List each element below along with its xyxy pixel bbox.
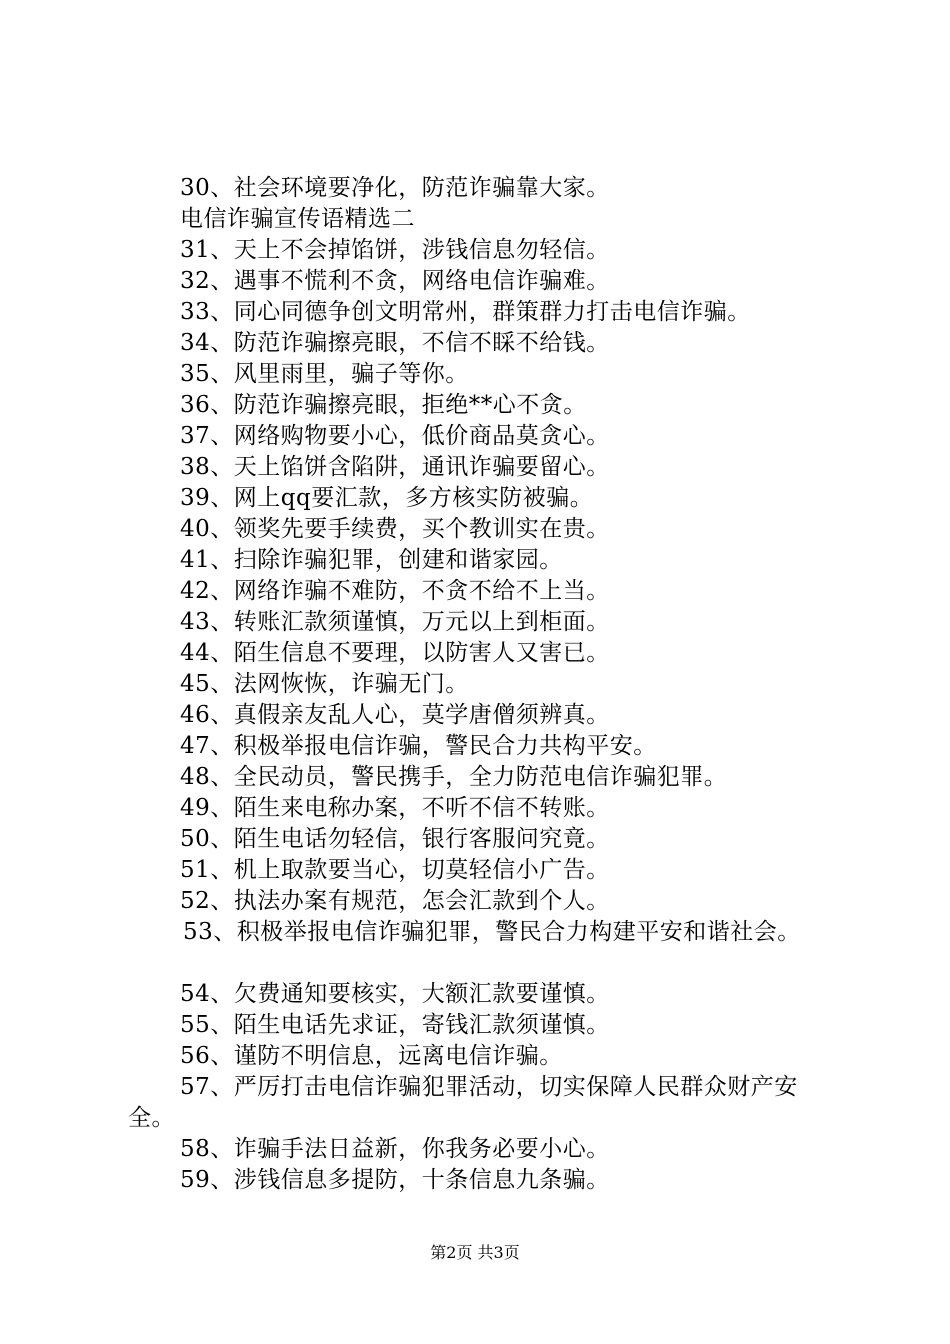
slogan-line: 38、天上馅饼含陷阱，通讯诈骗要留心。 — [180, 454, 610, 480]
slogan-line: 55、陌生电话先求证，寄钱汇款须谨慎。 — [180, 1012, 610, 1038]
slogan-line: 33、同心同德争创文明常州，群策群力打击电信诈骗。 — [180, 299, 751, 325]
slogan-line: 31、天上不会掉馅饼，涉钱信息勿轻信。 — [180, 237, 610, 263]
slogan-line: 56、谨防不明信息，远离电信诈骗。 — [180, 1043, 563, 1069]
slogan-line: 44、陌生信息不要理，以防害人又害已。 — [180, 640, 610, 666]
page-footer: 第2页 共3页 — [430, 1243, 520, 1262]
document-body — [128, 173, 828, 1196]
slogan-line: 34、防范诈骗擦亮眼，不信不睬不给钱。 — [180, 330, 610, 356]
slogan-line: 46、真假亲友乱人心，莫学唐僧须辨真。 — [180, 702, 610, 728]
slogan-line: 48、全民动员，警民携手，全力防范电信诈骗犯罪。 — [180, 764, 728, 790]
slogan-line-wrapped: 57、严厉打击电信诈骗犯罪活动，切实保障人民群众财产安全。 — [128, 1074, 798, 1131]
slogan-line: 40、领奖先要手续费，买个教训实在贵。 — [180, 516, 610, 542]
slogan-line: 35、风里雨里，骗子等你。 — [180, 361, 469, 387]
slogan-line: 41、扫除诈骗犯罪，创建和谐家园。 — [180, 547, 563, 573]
slogan-line: 36、防范诈骗擦亮眼，拒绝**心不贪。 — [180, 392, 587, 418]
slogan-line: 42、网络诈骗不难防，不贪不给不上当。 — [180, 578, 610, 604]
slogan-line: 49、陌生来电称办案，不听不信不转账。 — [180, 795, 610, 821]
slogan-line: 58、诈骗手法日益新，你我务必要小心。 — [180, 1136, 610, 1162]
slogan-line: 30、社会环境要净化，防范诈骗靠大家。 — [180, 175, 610, 201]
slogan-line: 51、机上取款要当心，切莫轻信小广告。 — [180, 857, 610, 883]
blank-line — [128, 948, 828, 979]
slogan-line: 32、遇事不慌利不贪，网络电信诈骗难。 — [180, 268, 610, 294]
slogan-line: 47、积极举报电信诈骗，警民合力共构平安。 — [180, 733, 657, 759]
slogan-line: 43、转账汇款须谨慎，万元以上到柜面。 — [180, 609, 610, 635]
slogan-line: 52、执法办案有规范，怎会汇款到个人。 — [180, 888, 610, 914]
slogan-line: 37、网络购物要小心，低价商品莫贪心。 — [180, 423, 610, 449]
slogan-line: 45、法网恢恢，诈骗无门。 — [180, 671, 469, 697]
slogan-line: 50、陌生电话勿轻信，银行客服问究竟。 — [180, 826, 610, 852]
slogan-line: 53、积极举报电信诈骗犯罪，警民合力构建平安和谐社会。 — [183, 919, 801, 945]
slogan-line: 59、涉钱信息多提防，十条信息九条骗。 — [180, 1167, 610, 1193]
slogan-line: 54、欠费通知要核实，大额汇款要谨慎。 — [180, 981, 610, 1007]
slogan-line: 39、网上qq要汇款，多方核实防被骗。 — [180, 485, 594, 511]
section-heading: 电信诈骗宣传语精选二 — [180, 206, 415, 232]
